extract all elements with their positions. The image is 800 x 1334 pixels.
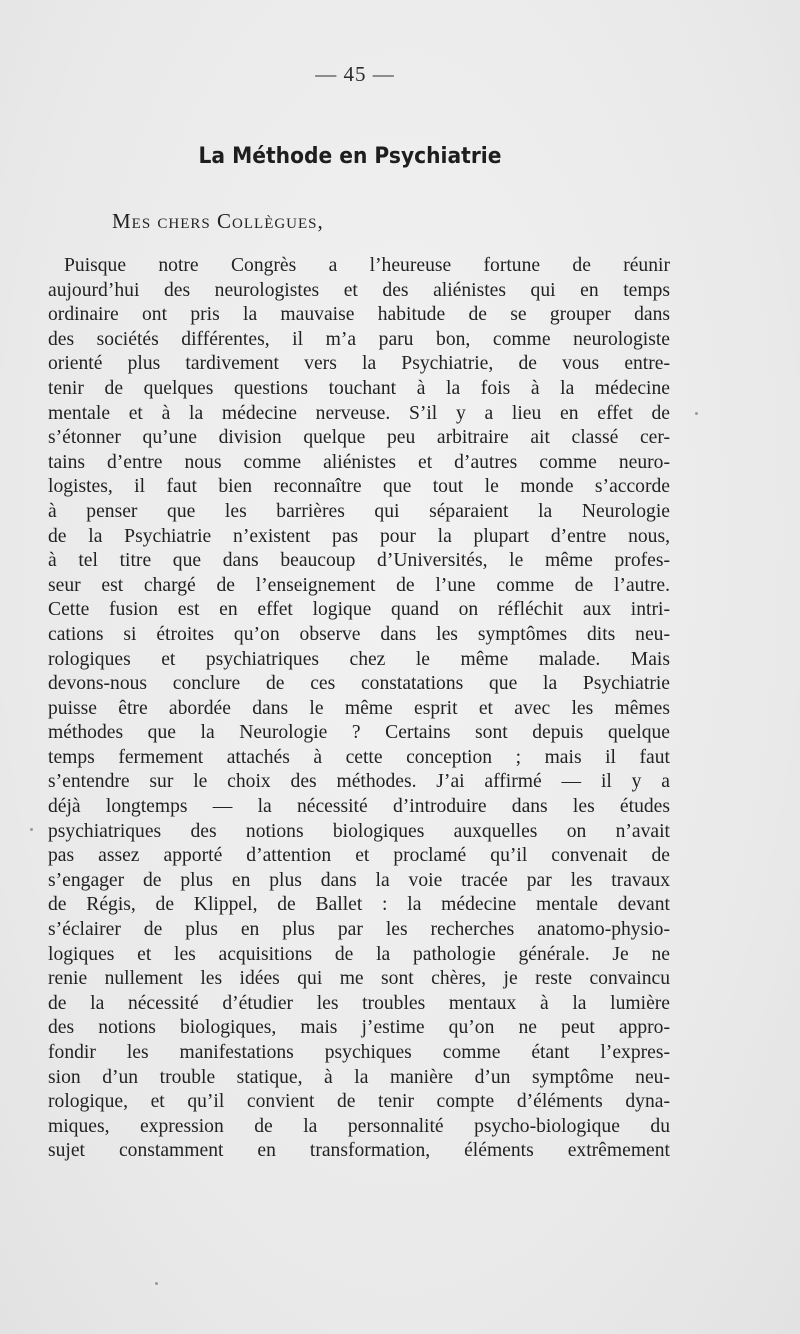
text-line: à penser que les barrières qui séparaient la Neurologie bbox=[48, 500, 670, 522]
body-paragraph bbox=[48, 254, 670, 1164]
text-line: cations si étroites qu’on observe dans les symptômes dits neu- bbox=[48, 623, 670, 645]
text-line: des notions biologiques, mais j’estime qu’on ne peut appro- bbox=[48, 1017, 670, 1039]
text-line: seur est chargé de l’enseignement de l’une comme de l’autre. bbox=[48, 574, 670, 596]
page-number: — 45 — bbox=[315, 62, 395, 86]
text-line: Puisque notre Congrès a l’heureuse fortune de réunir bbox=[64, 255, 670, 276]
text-line: Cette fusion est en effet logique quand on réfléchit aux intri- bbox=[48, 599, 670, 621]
text-line: s’entendre sur le choix des méthodes. J’ai affirmé — il y a bbox=[48, 771, 670, 793]
salutation: Mes chers Collègues, bbox=[112, 209, 324, 233]
text-line: logiques et les acquisitions de la pathologie générale. Je ne bbox=[48, 943, 670, 965]
paper-speck bbox=[155, 1282, 158, 1285]
text-line: pas assez apporté d’attention et proclamé qu’il convenait de bbox=[48, 845, 670, 867]
text-line: tenir de quelques questions touchant à la fois à la médecine bbox=[48, 377, 670, 399]
text-line: aujourd’hui des neurologistes et des aliénistes qui en temps bbox=[48, 279, 670, 301]
text-line: mentale et à la médecine nerveuse. S’il y a lieu en effet de bbox=[48, 402, 670, 424]
text-line: s’engager de plus en plus dans la voie tracée par les travaux bbox=[48, 869, 670, 891]
text-line: temps fermement attachés à cette conception ; mais il faut bbox=[48, 746, 670, 768]
text-line: des sociétés différentes, il m’a paru bon, comme neurologiste bbox=[48, 328, 670, 350]
text-line: tains d’entre nous comme aliénistes et d’autres comme neuro- bbox=[48, 451, 670, 473]
text-line: ordinaire ont pris la mauvaise habitude de se grouper dans bbox=[48, 304, 670, 326]
text-line: logistes, il faut bien reconnaître que tout le monde s’accorde bbox=[48, 476, 670, 498]
page-title: La Méthode en Psychiatrie bbox=[198, 144, 502, 169]
text-line: sion d’un trouble statique, à la manière d’un symptôme neu- bbox=[48, 1066, 670, 1088]
text-line: psychiatriques des notions biologiques auxquelles on n’avait bbox=[48, 820, 670, 842]
text-line: renie nullement les idées qui me sont chères, je reste convaincu bbox=[48, 968, 670, 990]
text-line: fondir les manifestations psychiques comme étant l’expres- bbox=[48, 1042, 670, 1063]
text-line: de la Psychiatrie n’existent pas pour la plupart d’entre nous, bbox=[48, 525, 670, 547]
text-line: s’éclairer de plus en plus par les recherches anatomo-physio- bbox=[48, 919, 670, 941]
text-line: orienté plus tardivement vers la Psychiatrie, de vous entre- bbox=[48, 353, 670, 375]
text-line: de Régis, de Klippel, de Ballet : la médecine mentale devant bbox=[48, 894, 670, 916]
paper-speck bbox=[695, 412, 698, 415]
text-line: de la nécessité d’étudier les troubles mentaux à la lumière bbox=[48, 992, 670, 1014]
paper-speck bbox=[30, 828, 33, 831]
text-line: rologique, et qu’il convient de tenir compte d’éléments dyna- bbox=[48, 1091, 670, 1113]
text-line: s’étonner qu’une division quelque peu arbitraire ait classé cer- bbox=[48, 427, 670, 449]
text-line: sujet constamment en transformation, éléments extrêmement bbox=[48, 1140, 670, 1162]
text-line: miques, expression de la personnalité psycho-biologique du bbox=[48, 1115, 670, 1137]
text-line: puisse être abordée dans le même esprit et avec les mêmes bbox=[48, 697, 670, 719]
text-line: méthodes que la Neurologie ? Certains sont depuis quelque bbox=[48, 722, 670, 744]
text-line: à tel titre que dans beaucoup d’Universités, le même profes- bbox=[48, 550, 670, 572]
text-line: rologiques et psychiatriques chez le même malade. Mais bbox=[48, 648, 670, 670]
text-line: déjà longtemps — la nécessité d’introduire dans les études bbox=[48, 796, 670, 818]
text-line: devons-nous conclure de ces constatations que la Psychiatrie bbox=[48, 673, 670, 695]
